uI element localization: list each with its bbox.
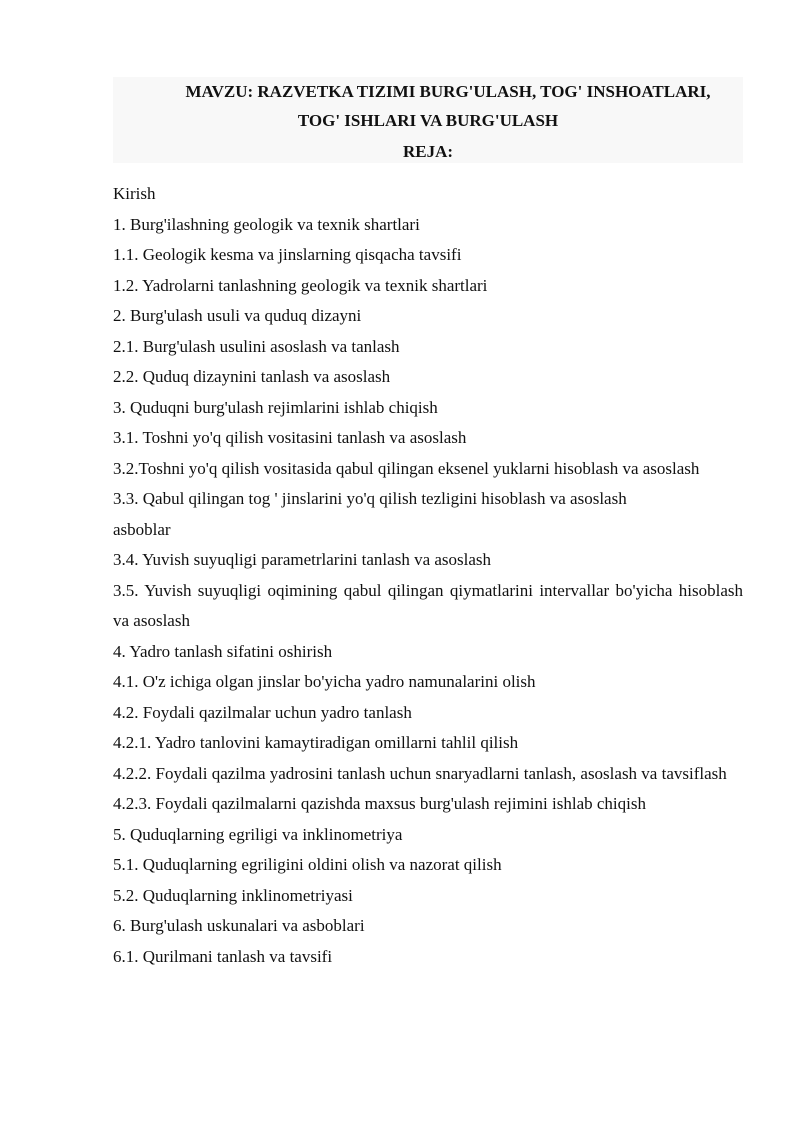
toc-item: 1.2. Yadrolarni tanlashning geologik va texnik shartlari xyxy=(113,275,488,295)
toc-item: 3.2.Toshni yo'q qilish vositasida qabul qilingan eksenel yuklarni hisoblash va asoslash xyxy=(113,458,700,478)
toc-item: 5. Quduqlarning egriligi va inklinometriya xyxy=(113,824,403,844)
table-of-contents xyxy=(113,179,743,972)
title-line-2: TOG' ISHLARI VA BURG'ULASH xyxy=(297,111,559,130)
toc-item: Kirish xyxy=(113,184,156,203)
toc-item: 4. Yadro tanlash sifatini oshirish xyxy=(113,641,333,661)
toc-item: 3. Quduqni burg'ulash rejimlarini ishlab chiqish xyxy=(113,397,438,417)
toc-item: 4.2.3. Foydali qazilmalarni qazishda maxsus burg'ulash rejimini ishlab chiqish xyxy=(113,794,646,813)
title-line-1: MAVZU: RAZVETKA TIZIMI BURG'ULASH, TOG' INSHOATLARI, xyxy=(185,82,711,101)
toc-item: 1.1. Geologik kesma va jinslarning qisqacha tavsifi xyxy=(113,245,462,264)
toc-item: 5.1. Quduqlarning egriligini oldini olish va nazorat qilish xyxy=(113,855,502,874)
toc-item: 2.2. Quduq dizaynini tanlash va asoslash xyxy=(113,367,391,386)
toc-item: 3.1. Toshni yo'q qilish vositasini tanlash va asoslash xyxy=(113,428,467,447)
toc-item: 4.2. Foydali qazilmalar uchun yadro tanlash xyxy=(113,702,412,722)
toc-item: 3.3. Qabul qilingan tog ' jinslarini yo'q qilish tezligini hisoblash va asoslash xyxy=(113,489,627,508)
toc-item: asboblar xyxy=(113,519,171,539)
toc-item: 6. Burg'ulash uskunalari va asboblari xyxy=(113,916,365,935)
toc-item: 3.4. Yuvish suyuqligi parametrlarini tanlash va asoslash xyxy=(113,550,492,569)
toc-item: 6.1. Qurilmani tanlash va tavsifi xyxy=(113,946,333,966)
toc-item: 5.2. Quduqlarning inklinometriyasi xyxy=(113,885,353,905)
toc-item: 1. Burg'ilashning geologik va texnik shartlari xyxy=(113,214,420,234)
toc-item: 2.1. Burg'ulash usulini asoslash va tanlash xyxy=(113,336,400,356)
toc-item: 4.2.2. Foydali qazilma yadrosini tanlash uchun snaryadlarni tanlash, asoslash va tavsiflash xyxy=(113,763,727,783)
document-title xyxy=(113,77,743,135)
toc-item: 4.1. O'z ichiga olgan jinslar bo'yicha yadro namunalarini olish xyxy=(113,672,536,691)
toc-item: 2. Burg'ulash usuli va quduq dizayni xyxy=(113,306,362,325)
toc-item: 3.5. Yuvish suyuqligi oqimining qabul qilingan qiymatlarini intervallar bo'yicha hisoblash va asoslash xyxy=(113,580,743,630)
plan-heading: REJA: xyxy=(402,142,454,161)
toc-item: 4.2.1. Yadro tanlovini kamaytiradigan omillarni tahlil qilish xyxy=(113,733,519,752)
